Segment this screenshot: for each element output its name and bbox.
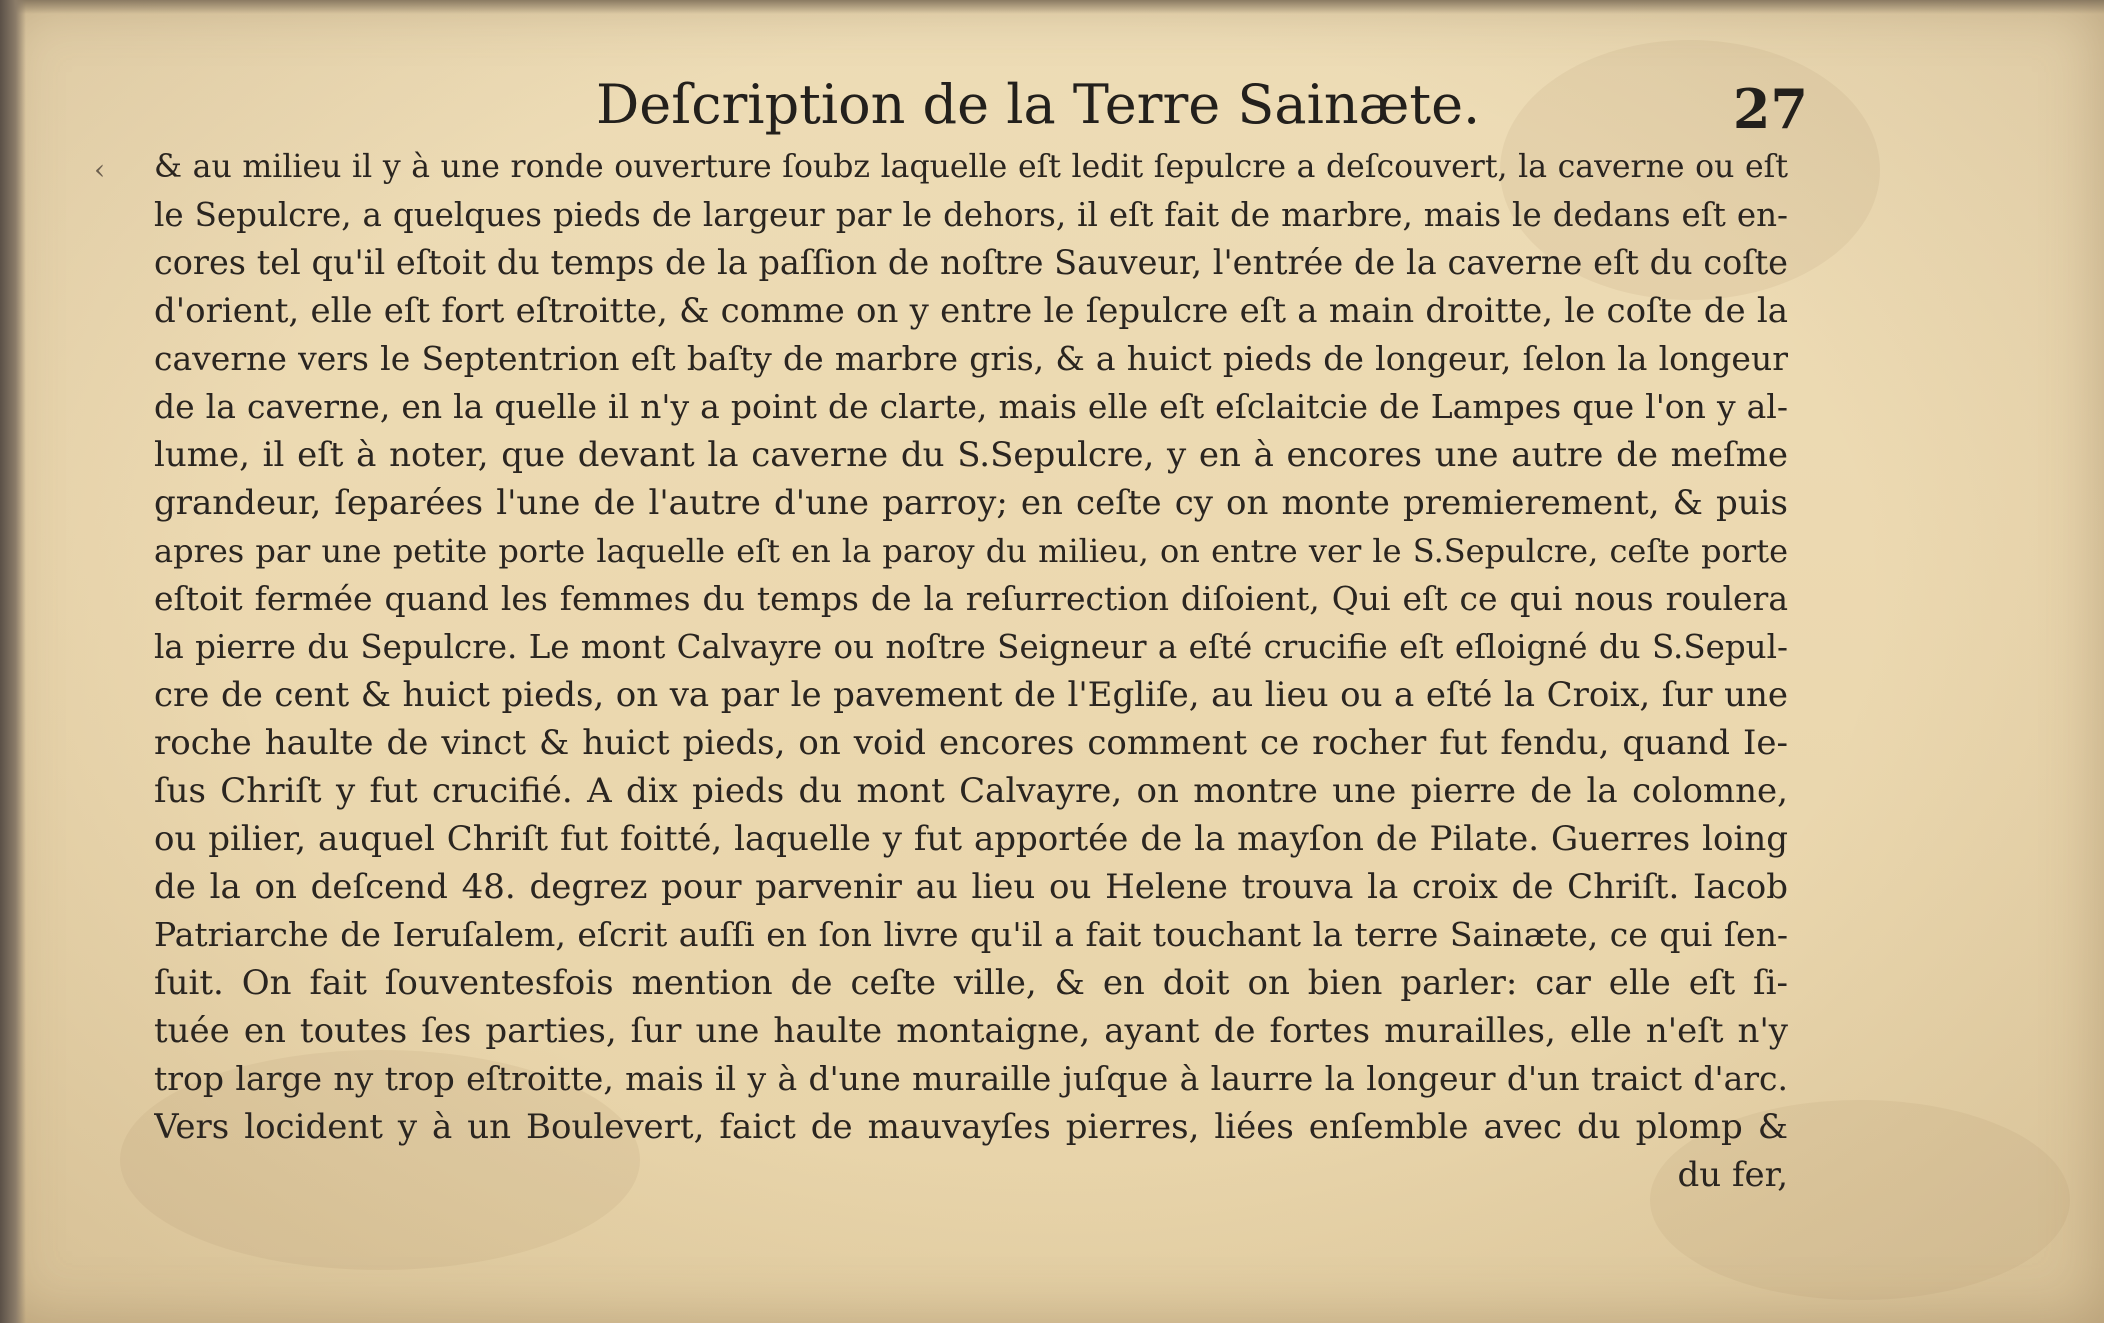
text-line: cores tel qu'il eſtoit du temps de la paſſion de noſtre Sauveur, l'entrée de la caverne eſt du coſte	[154, 243, 1788, 282]
text-line: ſuit. On fait ſouventesfois mention de ceſte ville, & en doit on bien parler: car elle eſt ſi-	[154, 963, 1788, 1003]
page-binding-gutter	[0, 0, 26, 1323]
text-line: de la caverne, en la quelle il n'y a point de clarte, mais elle eſt eſclaitcie de Lampes que l'on y al-	[154, 387, 1788, 426]
text-line: ou pilier, auquel Chriſt fut foitté, laquelle y fut apportée de la mayſon de Pilate. Guerres loing	[154, 819, 1788, 859]
margin-mark: ‹	[94, 153, 106, 186]
text-line: eſtoit fermée quand les femmes du temps de la reſurrection diſoient, Qui eſt ce qui nous roulera	[154, 579, 1788, 618]
text-line: trop large ny trop eſtroitte, mais il y à d'une muraille juſque à laurre la longeur d'un traict d'arc.	[154, 1059, 1788, 1098]
text-line: d'orient, elle eſt fort eſtroitte, & comme on y entre le ſepulcre eſt a main droitte, le coſte de la	[154, 291, 1788, 331]
text-line: apres par une petite porte laquelle eſt en la paroy du milieu, on entre ver le S.Sepulcre, ceſte porte	[154, 532, 1788, 570]
text-line: Patriarche de Ieruſalem, eſcrit auſſi en ſon livre qu'il a fait touchant la terre Sainӕte, ce qui ſen-	[154, 915, 1788, 954]
text-line: cre de cent & huict pieds, on va par le pavement de l'Egliſe, au lieu ou a eſté la Croix, ſur une	[154, 675, 1788, 715]
text-line: la pierre du Sepulcre. Le mont Calvayre ou noſtre Seigneur a eſté crucifie eſt eſloigné du S.Sepul-	[154, 628, 1788, 666]
text-line: tuée en toutes ſes parties, ſur une haulte montaigne, ayant de fortes murailles, elle n'eſt n'y	[154, 1011, 1788, 1051]
page-top-edge	[0, 0, 2104, 14]
text-line-catchword: du fer,	[1677, 1155, 1788, 1195]
text-line: roche haulte de vinct & huict pieds, on void encores comment ce rocher fut fendu, quand Ie-	[154, 723, 1788, 763]
text-line: Vers locident y à un Boulevert, faict de mauvayſes pierres, liées enſemble avec du plomp &	[154, 1107, 1788, 1147]
text-line: ſus Chriſt y fut crucifié. A dix pieds du mont Calvayre, on montre une pierre de la colomne,	[154, 771, 1788, 811]
body-text	[154, 143, 1788, 1199]
text-line: le Sepulcre, a quelques pieds de largeur par le dehors, il eſt fait de marbre, mais le dedans eſt en-	[154, 196, 1788, 234]
text-line: lume, il eſt à noter, que devant la caverne du S.Sepulcre, y en à encores une autre de meſme	[154, 435, 1788, 475]
page-number: 27	[1732, 77, 1808, 141]
text-line: caverne vers le Septentrion eſt baſty de marbre gris, & a huict pieds de longeur, ſelon la longeur	[154, 339, 1788, 378]
text-line: grandeur, ſeparées l'une de l'autre d'une parroy; en ceſte cy on monte premierement, & puis	[154, 483, 1788, 523]
text-line: & au milieu il y à une ronde ouverture ſoubz laquelle eſt ledit ſepulcre a deſcouvert, la caverne ou eſt	[154, 149, 1788, 185]
text-line: de la on deſcend 48. degrez pour parvenir au lieu ou Helene trouva la croix de Chriſt. Iacob	[154, 867, 1788, 907]
page-title: Deſcription de la Terre Sainӕte.	[596, 73, 1481, 136]
